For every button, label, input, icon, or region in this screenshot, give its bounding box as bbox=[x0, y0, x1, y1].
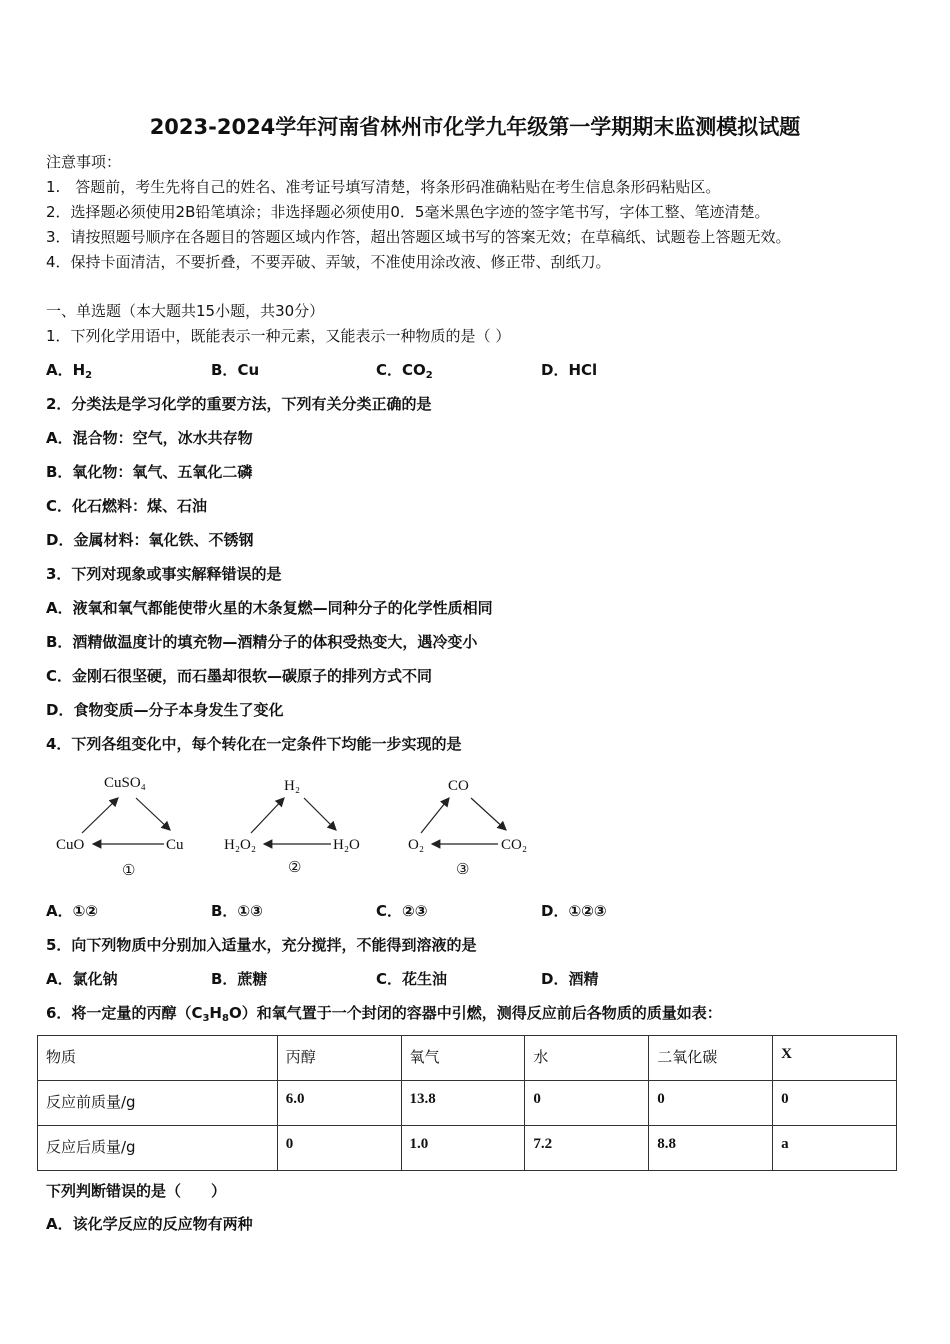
q1-option-a: A．$H_2$ bbox=[46, 361, 93, 381]
q2-option-c: C．化石燃料：煤、石油 bbox=[46, 497, 208, 515]
diagram-3-left: O₂ bbox=[408, 837, 425, 853]
diagram-3-right: CO₂ bbox=[501, 837, 528, 853]
table-header-row bbox=[38, 1036, 897, 1081]
q3-option-b: B．酒精做温度计的填充物—酒精分子的体积受热变大，遇冷变小 bbox=[46, 633, 478, 651]
section-heading: 一、单选题（本大题共15小题，共30分） bbox=[46, 302, 325, 320]
question-6-stem: 6．将一定量的丙醇$(C_3H_8O)$和氧气置于一个封闭的容器中引燃，测得反应前后各物质的质量如表： bbox=[46, 1004, 722, 1024]
diagram-1-right: Cu bbox=[166, 837, 184, 853]
q2-option-d: D．金属材料：氧化铁、不锈钢 bbox=[46, 531, 254, 549]
exam-title: 2023-2024学年河南省林州市化学九年级第一学期期末监测模拟试题 bbox=[149, 115, 801, 139]
diagram-3-top: CO bbox=[448, 778, 469, 794]
note-item-1: 1. 答题前，考生先将自己的姓名、准考证号填写清楚，将条形码准确粘贴在考生信息条形码粘贴区。 bbox=[46, 178, 721, 196]
note-item-2: 2．选择题必须使用2B铅笔填涂；非选择题必须使用0．5毫米黑色字迹的签字笔书写，字体工整、笔迹清楚。 bbox=[46, 203, 770, 221]
table-cell: 8.8 bbox=[649, 1126, 773, 1171]
question-6-followup: 下列判断错误的是（ ） bbox=[46, 1182, 227, 1200]
table-header-cell: 丙醇 bbox=[277, 1036, 401, 1081]
diagram-2 bbox=[224, 778, 360, 876]
diagram-2-right: H₂O bbox=[333, 837, 360, 853]
question-2-stem: 2．分类法是学习化学的重要方法，下列有关分类正确的是 bbox=[46, 395, 432, 413]
q6-option-a: A．该化学反应的反应物有两种 bbox=[46, 1215, 253, 1233]
note-item-4: 4．保持卡面清洁，不要折叠，不要弄破、弄皱，不准使用涂改液、修正带、刮纸刀。 bbox=[46, 253, 611, 271]
table-row-label: 反应前质量/g bbox=[38, 1081, 278, 1126]
table-header-cell: 物质 bbox=[38, 1036, 278, 1081]
diagram-3 bbox=[408, 778, 527, 878]
table-cell: 7.2 bbox=[525, 1126, 649, 1171]
q4-reaction-diagrams bbox=[46, 770, 546, 885]
question-4-stem: 4．下列各组变化中，每个转化在一定条件下均能一步实现的是 bbox=[46, 735, 462, 753]
notes-heading: 注意事项： bbox=[46, 153, 122, 171]
q2-option-b: B．氧化物：氧气、五氧化二磷 bbox=[46, 463, 253, 481]
q4-option-d: D．①②③ bbox=[541, 902, 607, 920]
diagram-2-top: H₂ bbox=[284, 778, 301, 794]
question-3-stem: 3．下列对现象或事实解释错误的是 bbox=[46, 565, 282, 583]
q1-option-b: B．Cu bbox=[211, 361, 260, 379]
table-cell: 0 bbox=[649, 1081, 773, 1126]
q3-option-d: D．食物变质—分子本身发生了变化 bbox=[46, 701, 284, 719]
table-row-label: 反应后质量/g bbox=[38, 1126, 278, 1171]
q5-option-a: A．氯化钠 bbox=[46, 970, 118, 988]
q5-option-d: D．酒精 bbox=[541, 970, 599, 988]
table-header-cell: 二氧化碳 bbox=[649, 1036, 773, 1081]
q4-option-b: B．①③ bbox=[211, 902, 263, 920]
diagram-2-left: H₂O₂ bbox=[224, 837, 257, 853]
diagram-1 bbox=[56, 775, 184, 879]
q5-option-c: C．花生油 bbox=[376, 970, 448, 988]
table-cell: 0 bbox=[773, 1081, 897, 1126]
q1-option-d: D．HCl bbox=[541, 361, 598, 379]
mass-data-table bbox=[37, 1035, 897, 1171]
table-row bbox=[38, 1081, 897, 1126]
question-1-stem: 1．下列化学用语中，既能表示一种元素，又能表示一种物质的是（ ） bbox=[46, 327, 511, 345]
table-header-cell: X bbox=[773, 1036, 897, 1081]
diagram-2-label: ② bbox=[288, 860, 302, 876]
q5-option-b: B．蔗糖 bbox=[211, 970, 268, 988]
q3-option-a: A．液氧和氧气都能使带火星的木条复燃—同种分子的化学性质相同 bbox=[46, 599, 493, 617]
q4-option-c: C．②③ bbox=[376, 902, 428, 920]
table-cell: 1.0 bbox=[401, 1126, 525, 1171]
table-cell: 13.8 bbox=[401, 1081, 525, 1126]
diagram-1-top: CuSO₄ bbox=[104, 775, 146, 791]
diagram-3-label: ③ bbox=[456, 862, 470, 878]
q3-option-c: C．金刚石很坚硬，而石墨却很软—碳原子的排列方式不同 bbox=[46, 667, 433, 685]
note-item-3: 3．请按照题号顺序在各题目的答题区域内作答，超出答题区域书写的答案无效；在草稿纸、试题卷上答题无效。 bbox=[46, 228, 791, 246]
q2-option-a: A．混合物：空气，冰水共存物 bbox=[46, 429, 253, 447]
q1-option-c: C．$CO_2$ bbox=[376, 361, 433, 381]
table-header-cell: 水 bbox=[525, 1036, 649, 1081]
q4-option-a: A．①② bbox=[46, 902, 99, 920]
table-row bbox=[38, 1126, 897, 1171]
table-cell: a bbox=[773, 1126, 897, 1171]
table-header-cell: 氧气 bbox=[401, 1036, 525, 1081]
question-5-stem: 5．向下列物质中分别加入适量水，充分搅拌，不能得到溶液的是 bbox=[46, 936, 477, 954]
diagram-1-label: ① bbox=[122, 863, 136, 879]
triangle-diagrams-graphic bbox=[46, 770, 546, 885]
table-cell: 0 bbox=[277, 1126, 401, 1171]
table-cell: 6.0 bbox=[277, 1081, 401, 1126]
diagram-1-left: CuO bbox=[56, 837, 85, 853]
table-cell: 0 bbox=[525, 1081, 649, 1126]
